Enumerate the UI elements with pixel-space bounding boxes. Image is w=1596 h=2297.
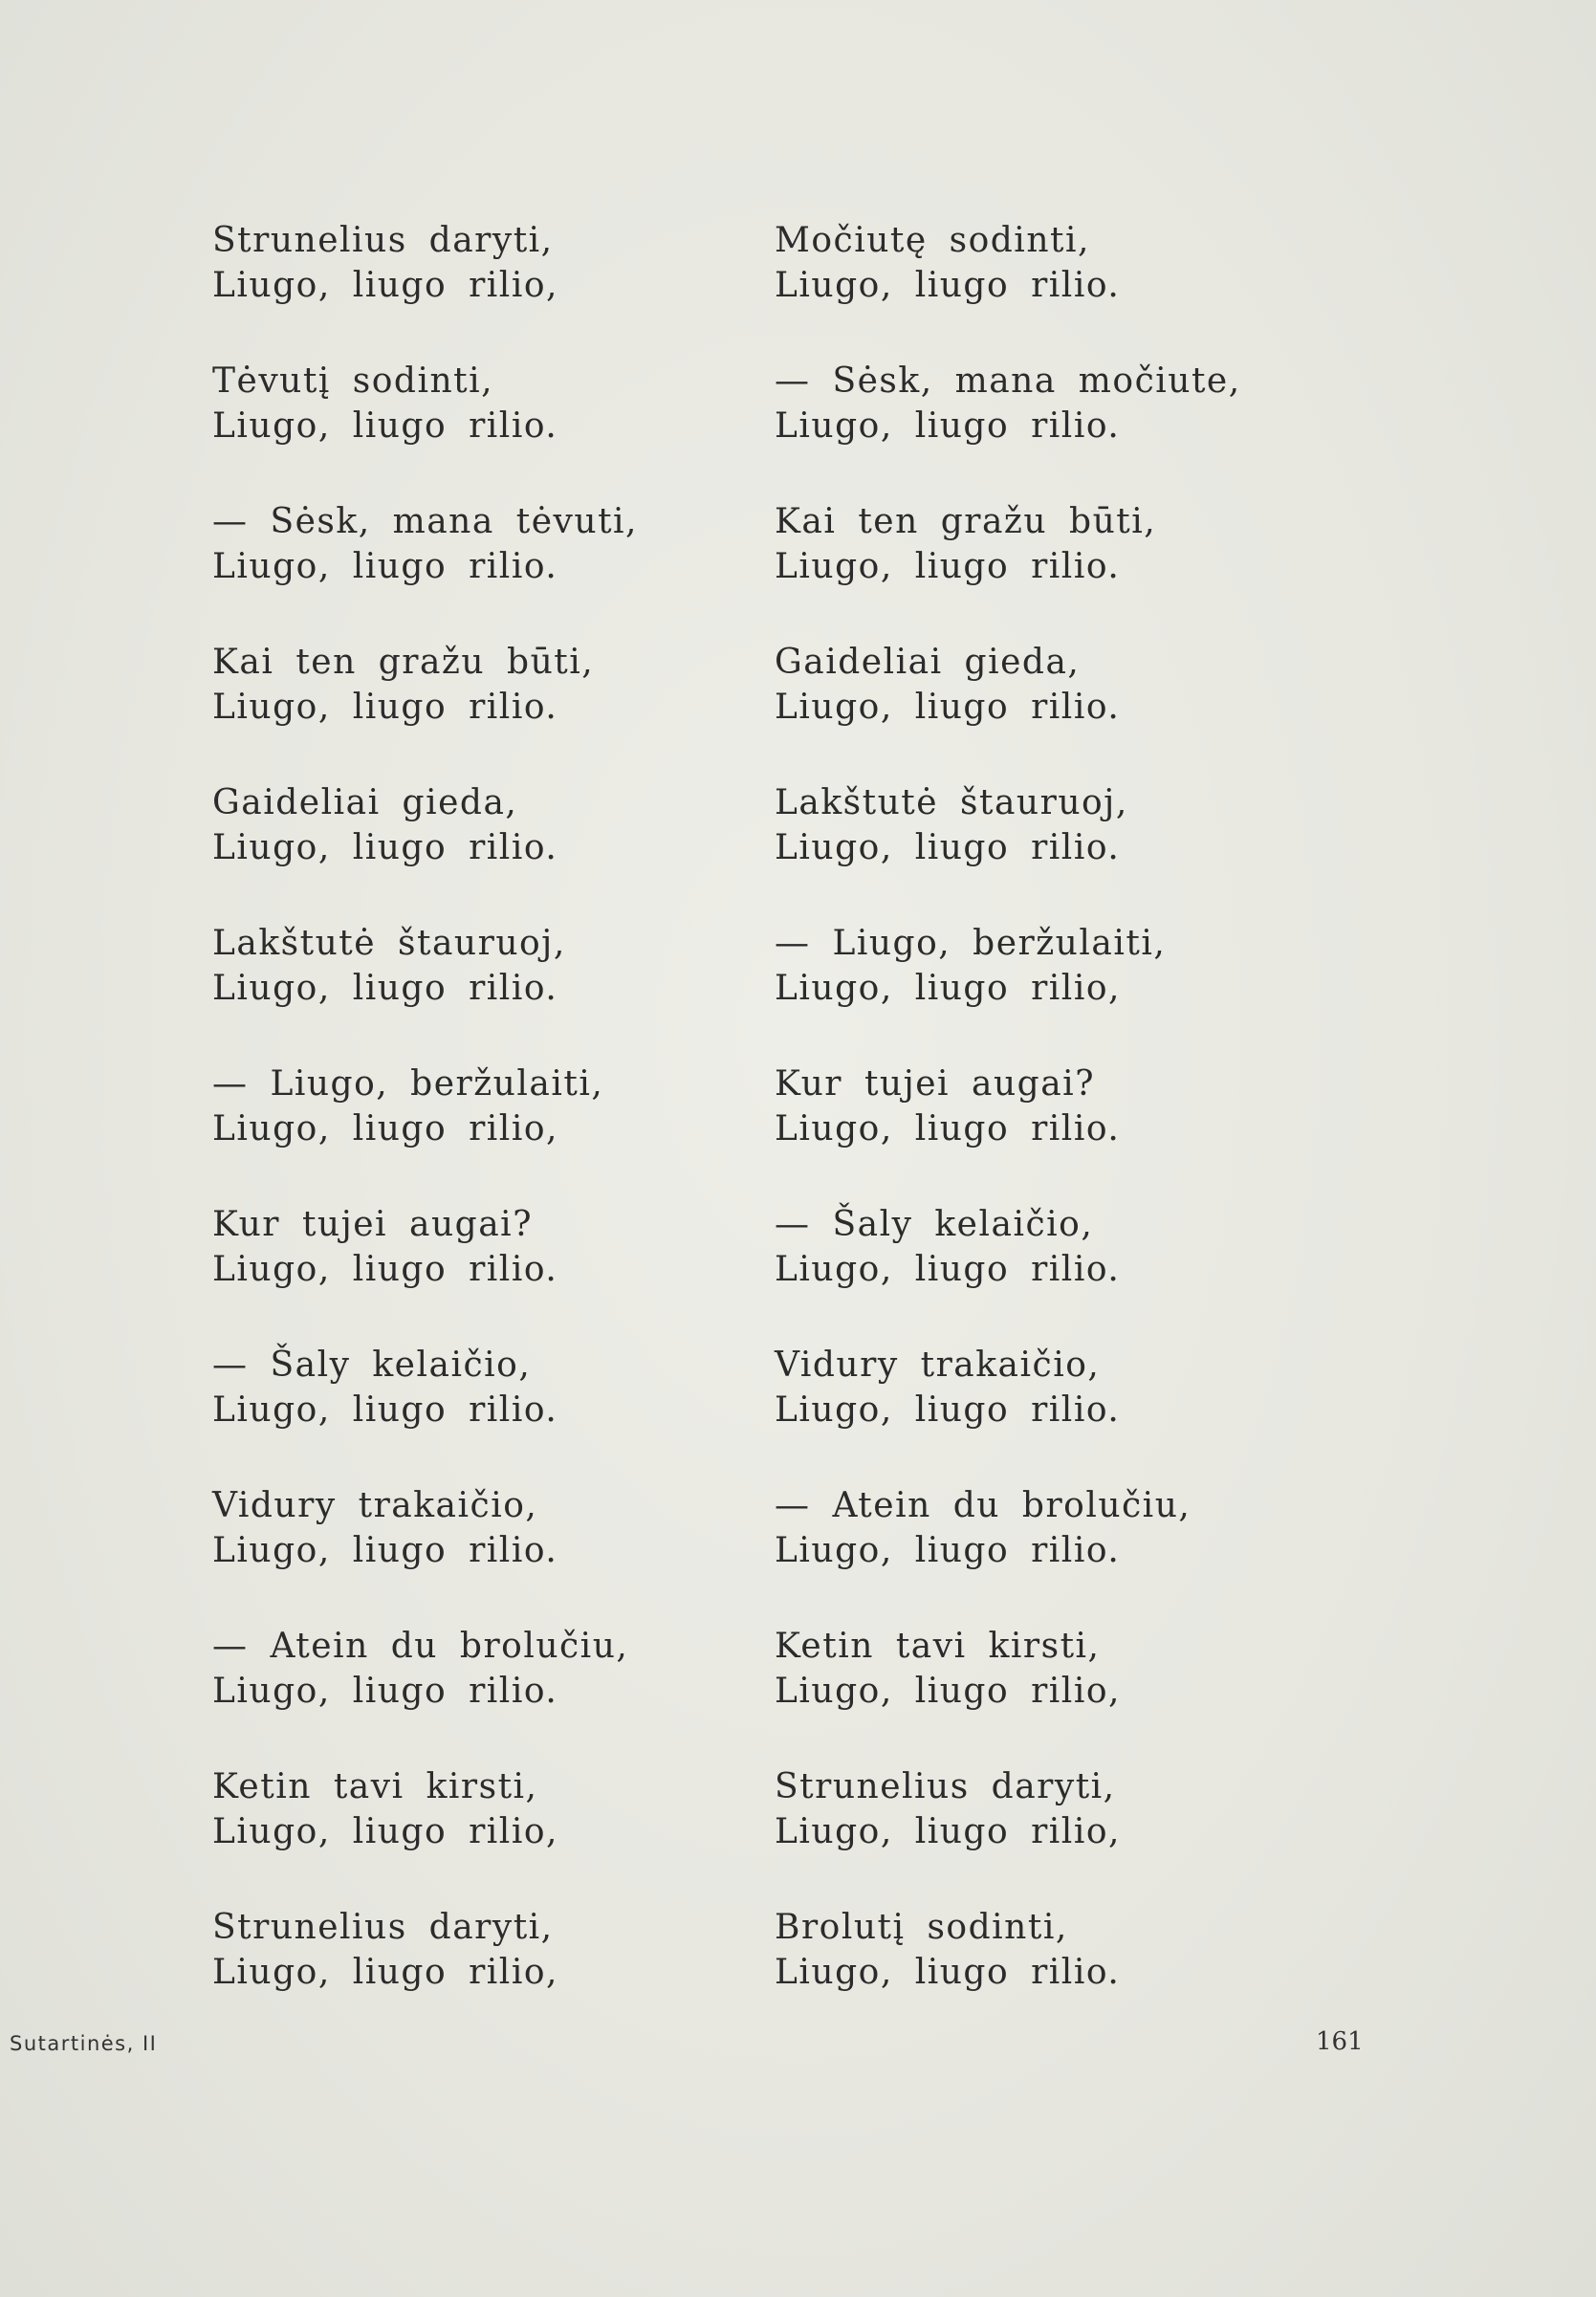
stanza — [775, 1764, 1310, 1905]
stanza — [212, 921, 748, 1061]
refrain-line: Liugo, liugo rilio. — [212, 688, 558, 727]
verse-line: Brolutį sodinti, — [775, 1908, 1068, 1947]
refrain-line: Liugo, liugo rilio, — [212, 266, 558, 305]
verse-line: — Sėsk, mana tėvuti, — [212, 502, 638, 541]
refrain-line: Liugo, liugo rilio. — [775, 688, 1121, 727]
refrain-line: Liugo, liugo rilio. — [775, 1953, 1121, 1992]
verse-line: Tėvutį sodinti, — [212, 361, 494, 401]
refrain-line: Liugo, liugo rilio. — [775, 547, 1121, 586]
stanza — [775, 1343, 1310, 1483]
verse-line: — Sėsk, mana močiute, — [775, 361, 1241, 401]
stanza — [775, 1624, 1310, 1764]
verse-line: Kai ten gražu būti, — [212, 643, 595, 682]
refrain-line: Liugo, liugo rilio. — [212, 547, 558, 586]
refrain-line: Liugo, liugo rilio. — [775, 406, 1121, 446]
verse-line: Kai ten gražu būti, — [775, 502, 1157, 541]
verse-line: — Šaly kelaičio, — [212, 1345, 532, 1385]
printer-signature: Sutartinės, II — [10, 2032, 158, 2055]
stanza — [775, 1905, 1310, 2045]
refrain-line: Liugo, liugo rilio. — [212, 1250, 558, 1289]
verse-line: Gaideliai gieda, — [775, 643, 1081, 682]
verse-line: — Atein du brolučiu, — [775, 1486, 1192, 1525]
refrain-line: Liugo, liugo rilio. — [212, 406, 558, 446]
stanza — [212, 218, 748, 359]
verse-line: — Liugo, beržulaiti, — [212, 1064, 604, 1104]
refrain-line: Liugo, liugo rilio. — [775, 828, 1121, 867]
refrain-line: Liugo, liugo rilio, — [212, 1109, 558, 1148]
stanza — [212, 1202, 748, 1343]
verse-line: — Šaly kelaičio, — [775, 1205, 1094, 1244]
stanza — [212, 780, 748, 921]
stanza — [775, 359, 1310, 499]
verse-line: Strunelius daryti, — [775, 1767, 1116, 1806]
stanza — [775, 499, 1310, 640]
right-column — [775, 218, 1310, 2045]
page-number: 161 — [1316, 2027, 1364, 2056]
verse-line: Ketin tavi kirsti, — [775, 1627, 1101, 1666]
stanza — [775, 1483, 1310, 1624]
refrain-line: Liugo, liugo rilio. — [212, 1531, 558, 1570]
stanza — [212, 1343, 748, 1483]
stanza — [212, 1764, 748, 1905]
stanza — [212, 1061, 748, 1202]
stanza — [775, 780, 1310, 921]
left-column — [212, 218, 748, 2045]
verse-line: — Liugo, beržulaiti, — [775, 924, 1167, 963]
refrain-line: Liugo, liugo rilio. — [212, 828, 558, 867]
refrain-line: Liugo, liugo rilio, — [212, 1953, 558, 1992]
stanza — [775, 921, 1310, 1061]
refrain-line: Liugo, liugo rilio. — [775, 1390, 1121, 1430]
refrain-line: Liugo, liugo rilio. — [775, 1250, 1121, 1289]
stanza — [212, 1624, 748, 1764]
stanza — [775, 1202, 1310, 1343]
refrain-line: Liugo, liugo rilio. — [212, 1672, 558, 1711]
stanza — [212, 499, 748, 640]
refrain-line: Liugo, liugo rilio, — [775, 1812, 1121, 1851]
refrain-line: Liugo, liugo rilio, — [775, 969, 1121, 1008]
verse-line: Vidury trakaičio, — [212, 1486, 538, 1525]
verse-line: Vidury trakaičio, — [775, 1345, 1101, 1385]
verse-line: Lakštutė štauruoj, — [775, 783, 1128, 822]
refrain-line: Liugo, liugo rilio. — [212, 1390, 558, 1430]
verse-line: Močiutę sodinti, — [775, 221, 1090, 260]
stanza — [212, 640, 748, 780]
stanza — [775, 1061, 1310, 1202]
refrain-line: Liugo, liugo rilio. — [775, 1531, 1121, 1570]
stanza — [212, 1483, 748, 1624]
stanza — [775, 218, 1310, 359]
stanza — [775, 640, 1310, 780]
stanza — [212, 359, 748, 499]
verse-line: Lakštutė štauruoj, — [212, 924, 566, 963]
verse-line: Strunelius daryti, — [212, 221, 554, 260]
refrain-line: Liugo, liugo rilio. — [775, 1109, 1121, 1148]
verse-line: Kur tujei augai? — [775, 1064, 1095, 1104]
refrain-line: Liugo, liugo rilio, — [775, 1672, 1121, 1711]
verse-line: Ketin tavi kirsti, — [212, 1767, 538, 1806]
refrain-line: Liugo, liugo rilio. — [775, 266, 1121, 305]
verse-line: — Atein du brolučiu, — [212, 1627, 629, 1666]
verse-line: Gaideliai gieda, — [212, 783, 518, 822]
refrain-line: Liugo, liugo rilio. — [212, 969, 558, 1008]
refrain-line: Liugo, liugo rilio, — [212, 1812, 558, 1851]
verse-line: Kur tujei augai? — [212, 1205, 533, 1244]
verse-line: Strunelius daryti, — [212, 1908, 554, 1947]
stanza — [212, 1905, 748, 2045]
